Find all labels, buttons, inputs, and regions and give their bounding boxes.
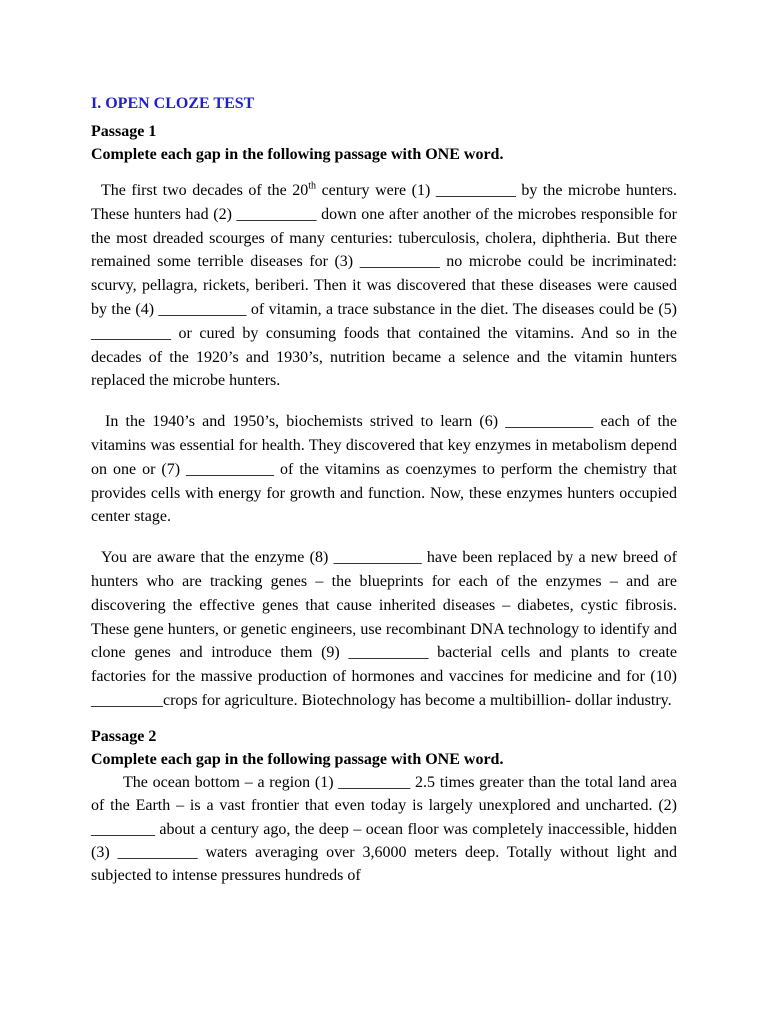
superscript: th (308, 180, 317, 192)
passage-1-label: Passage 1 (91, 123, 157, 140)
passage-2-label: Passage 2 (91, 727, 157, 745)
passage-1-paragraph-1 (91, 179, 677, 393)
section-title: I. OPEN CLOZE TEST (91, 95, 255, 112)
paragraph-text: The first two decades of the 20 (101, 182, 309, 199)
paragraph-text: century were (1) __________ by the microbe hunters. These hunters had (2) __________ down one after another of the microbes responsible for the most dreaded scourges of many centuries: tuberculosis, cholera, diphtheria. But there remained some terrible diseases for (3) __________ no microbe could be incriminated: scurvy, pellagra, rickets, beriberi. Then it was discovered that these diseases were caused by the (4) ___________ of vitamin, a trace substance in the diet. The diseases could be (5) __________ or cured by consuming foods that contained the vitamins. And so in the decades of the 1920’s and 1930’s, nutrition became a selence and the vitamin hunters replaced the microbe hunters. (91, 182, 678, 390)
document-page (91, 94, 677, 888)
passage-2-instruction: Complete each gap in the following passage with ONE word. (91, 750, 504, 768)
passage-1-paragraph-3: You are aware that the enzyme (8) ___________ have been replaced by a new breed of hunters who are tracking genes – the blueprints for each of the enzymes – and are discovering the effective genes that cause inherited diseases – diabetes, cystic fibrosis. These gene hunters, or genetic engineers, use recombinant DNA technology to identify and clone genes and introduce them (9) __________ bacterial cells and plants to create factories for the massive production of hormones and vaccines for medicine and for (10) _________crops for agriculture. Biotechnology has become a multibillion- dollar industry. (91, 549, 677, 709)
passage-1-paragraph-2: In the 1940’s and 1950’s, biochemists strived to learn (6) ___________ each of the vitamins was essential for health. They discovered that key enzymes in metabolism depend on one or (7) ___________ of the vitamins as coenzymes to perform the chemistry that provides cells with energy for growth and function. Now, these enzymes hunters occupied center stage. (91, 413, 677, 526)
passage-2-paragraph-1: The ocean bottom – a region (1) _________ 2.5 times greater than the total land area of the Earth – is a vast frontier that even today is largely unexplored and uncharted. (2) ________ about a century ago, the deep – ocean floor was completely inaccessible, hidden (3) __________ waters averaging over 3,6000 meters deep. Totally without light and subjected to intense pressures hundreds of (91, 773, 677, 885)
passage-1-instruction: Complete each gap in the following passage with ONE word. (91, 146, 504, 163)
